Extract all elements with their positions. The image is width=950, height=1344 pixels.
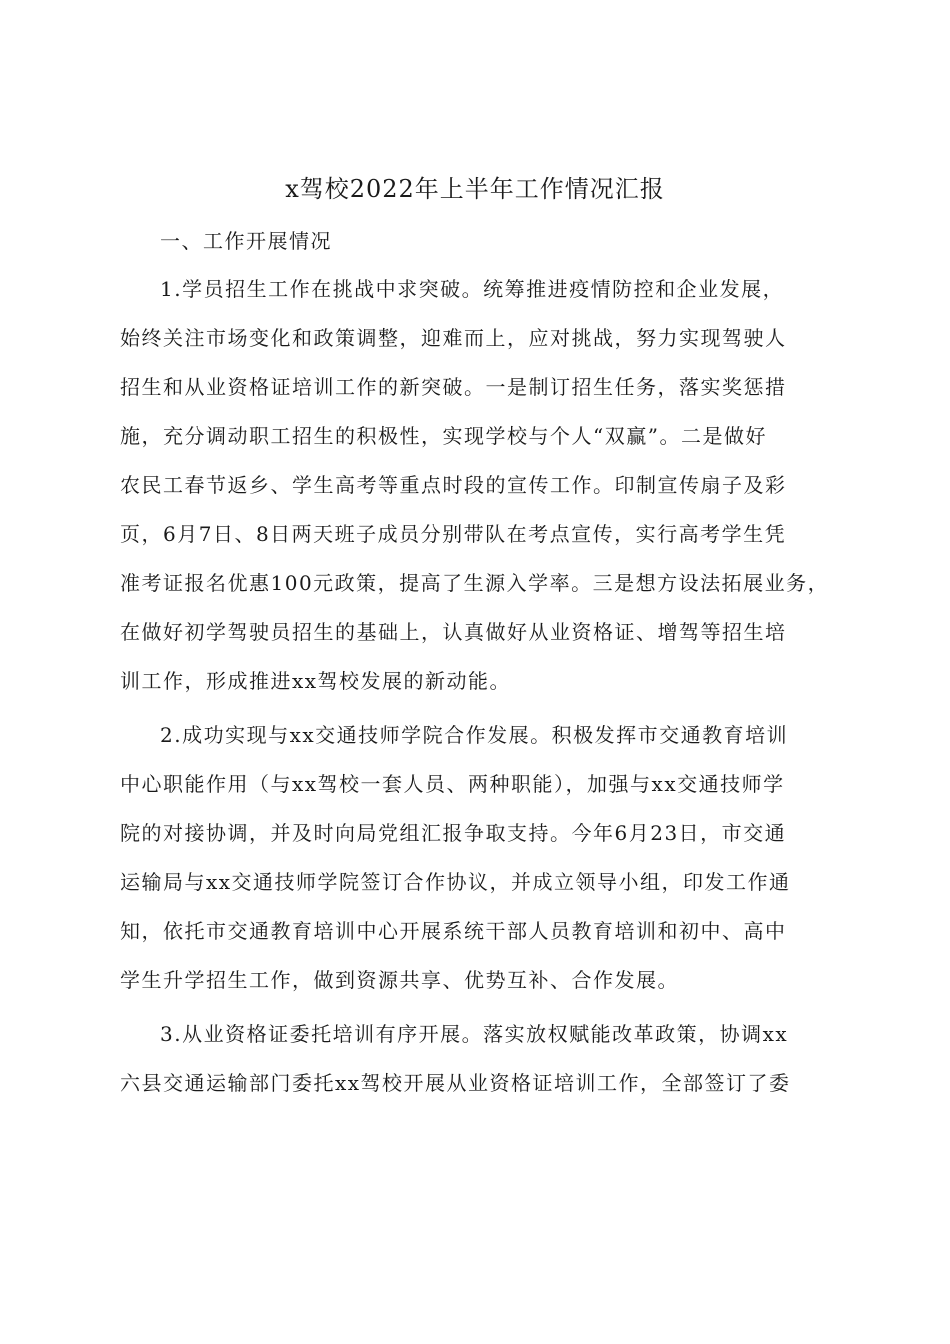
paragraph-1-line: 施，充分调动职工招生的积极性，实现学校与个人“双赢”。二是做好 (120, 424, 767, 448)
paragraph-2-line: 知，依托市交通教育培训中心开展系统干部人员教育培训和初中、高中 (120, 919, 787, 943)
paragraph-3-line: 3.从业资格证委托培训有序开展。落实放权赋能改革政策，协调xx (160, 1022, 789, 1046)
section-heading: 一、工作开展情况 (160, 229, 332, 253)
paragraph-2-line: 运输局与xx交通技师学院签订合作协议，并成立领导小组，印发工作通 (120, 870, 791, 894)
paragraph-1-line: 1.学员招生工作在挑战中求突破。统筹推进疫情防控和企业发展， (160, 277, 785, 301)
paragraph-1-line: 页，6月7日、8日两天班子成员分别带队在考点宣传，实行高考学生凭 (120, 522, 787, 546)
paragraph-2-line: 学生升学招生工作，做到资源共享、优势互补、合作发展。 (120, 968, 679, 992)
document-title: x驾校2022年上半年工作情况汇报 (285, 175, 665, 203)
paragraph-1-line: 训工作，形成推进xx驾校发展的新动能。 (120, 669, 512, 693)
paragraph-2-line: 院的对接协调，并及时向局党组汇报争取支持。今年6月23日，市交通 (120, 821, 787, 845)
paragraph-1-line: 始终关注市场变化和政策调整，迎难而上，应对挑战，努力实现驾驶人 (120, 326, 787, 350)
paragraph-1-line: 农民工春节返乡、学生高考等重点时段的宣传工作。印制宣传扇子及彩 (120, 473, 787, 497)
paragraph-2-line: 中心职能作用（与xx驾校一套人员、两种职能），加强与xx交通技师学 (120, 772, 785, 796)
paragraph-3-line: 六县交通运输部门委托xx驾校开展从业资格证培训工作，全部签订了委 (120, 1071, 791, 1095)
paragraph-2-line: 2.成功实现与xx交通技师学院合作发展。积极发挥市交通教育培训 (160, 723, 789, 747)
paragraph-1-line: 在做好初学驾驶员招生的基础上，认真做好从业资格证、增驾等招生培 (120, 620, 787, 644)
paragraph-1-line: 准考证报名优惠100元政策，提高了生源入学率。三是想方设法拓展业务， (120, 571, 830, 595)
paragraph-1-line: 招生和从业资格证培训工作的新突破。一是制订招生任务，落实奖惩措 (120, 375, 787, 399)
